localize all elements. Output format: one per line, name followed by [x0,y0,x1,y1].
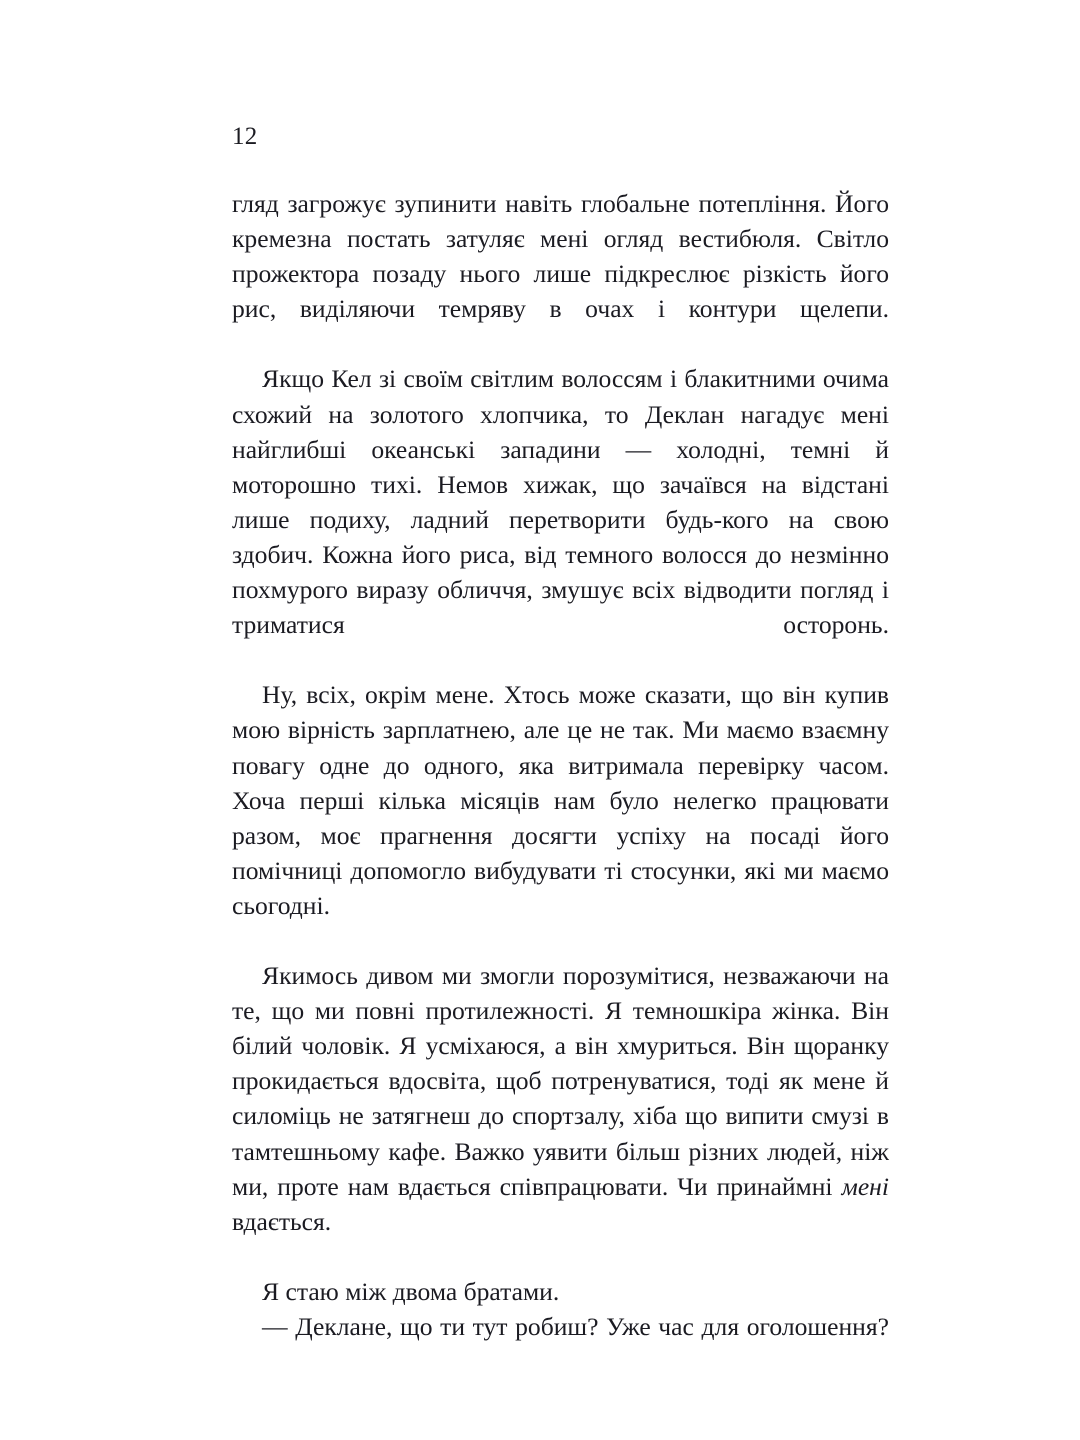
page-number: 12 [232,123,258,150]
emphasized-word: мені [841,1171,889,1201]
paragraph-4 [232,958,889,1274]
paragraph-1: гляд загрожує зупинити навіть глобальне потепління. Його кремезна постать затуляє мені огляд вестибюля. Світло прожектора позаду нього лише підкреслює різкість його рис, виділяючи темряву в очах і контури щелепи. [232,189,889,324]
paragraph-4-text-after-emphasis: вдається. [232,1206,332,1236]
paragraph-3: Ну, всіх, окрім мене. Хтось може сказати, що він купив мою вірність зарплатнею, але це не так. Ми маємо взаємну повагу одне до одного, яка витримала перевірку часом. Хоча перші кілька місяців нам було нелегко працювати разом, моє прагнення досягти успіху на посаді його помічниці допомогло вибудувати ті стосунки, які ми маємо сьогодні. [232,680,889,920]
paragraph-6-dialogue: — Деклане, що ти тут робиш? Уже час для оголошення? [262,1312,889,1341]
paragraph-2: Якщо Кел зі своїм світлим волоссям і блакитними очима схожий на золотого хлопчика, то Деклан нагадує мені найглибші океанські западини — холодні, темні й моторошно тихі. Немов хижак, що зачаївся на відстані лише подиху, ладний перетворити будь-кого на свою здобич. Кожна його риса, від темного волосся до незмінно похмурого виразу обличчя, змушує всіх відводити погляд і триматися осторонь. [232,364,889,640]
body-text-block [232,186,889,1379]
paragraph-4-text-before-emphasis: Якимось дивом ми змогли порозумітися, незважаючи на те, що ми повні протилежності. Я темношкіра жінка. Він білий чоловік. Я усміхаюся, а він хмуриться. Він щоранку прокидається вдосвіта, щоб потренуватися, тоді як мене й силоміць не затягнеш до спортзалу, хіба що випити смузі в тамтешньому кафе. Важко уявити більш різних людей, ніж ми, проте нам вдається співпрацювати. Чи принаймні [232,961,889,1201]
paragraph-5: Я стаю між двома братами. [262,1276,560,1306]
